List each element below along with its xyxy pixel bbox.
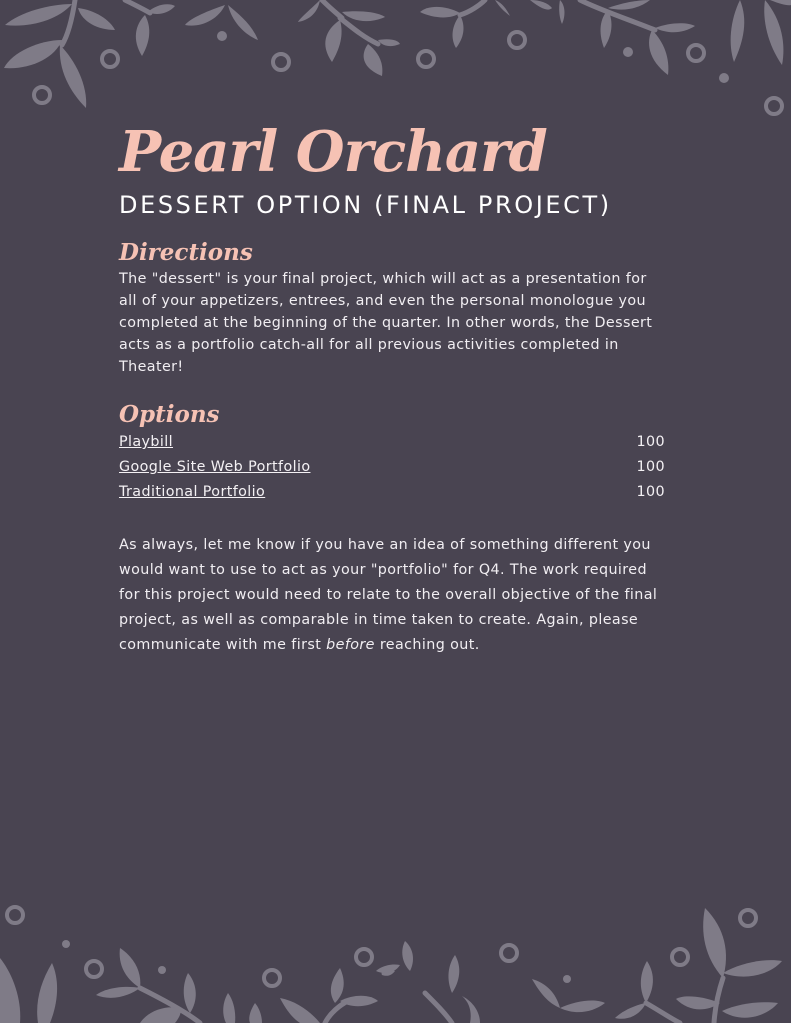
top-leaf-decoration-icon (0, 0, 791, 130)
options-section (119, 400, 669, 505)
closing-note-text: As always, let me know if you have an idea of something different you would want to use to act as your "portfolio" for Q4. The work required for this project would need to relate to the overall objective of the final project, as well as comparable in time taken to create. Again, please communicate with me first (119, 537, 658, 653)
option-points: 100 (636, 484, 665, 500)
options-list (119, 430, 669, 505)
option-item-playbill (119, 430, 669, 455)
page-subtitle: DESSERT OPTION (FINAL PROJECT) (119, 191, 612, 219)
bottom-leaf-decoration-icon (0, 893, 791, 1023)
closing-note (119, 533, 669, 658)
directions-section (119, 238, 669, 378)
document-content (119, 118, 669, 658)
option-points: 100 (636, 459, 665, 475)
closing-note-tail: reaching out. (374, 637, 480, 653)
options-heading: Options (119, 401, 220, 428)
option-link-google-site[interactable]: Google Site Web Portfolio (119, 459, 311, 475)
closing-note-emphasis: before (326, 637, 375, 653)
page-title: Pearl Orchard (119, 119, 547, 185)
option-link-playbill[interactable]: Playbill (119, 434, 174, 450)
directions-body: The "dessert" is your final project, which will act as a presentation for all of your appetizers, entrees, and even the personal monologue you completed at the beginning of the quarter. In other words, the Dessert acts as a portfolio catch-all for all previous activities completed in Theater! (119, 271, 653, 375)
directions-heading: Directions (119, 239, 253, 266)
option-points: 100 (636, 434, 665, 450)
option-link-traditional-portfolio[interactable]: Traditional Portfolio (119, 484, 266, 500)
option-item-traditional-portfolio (119, 480, 669, 505)
option-item-google-site (119, 455, 669, 480)
